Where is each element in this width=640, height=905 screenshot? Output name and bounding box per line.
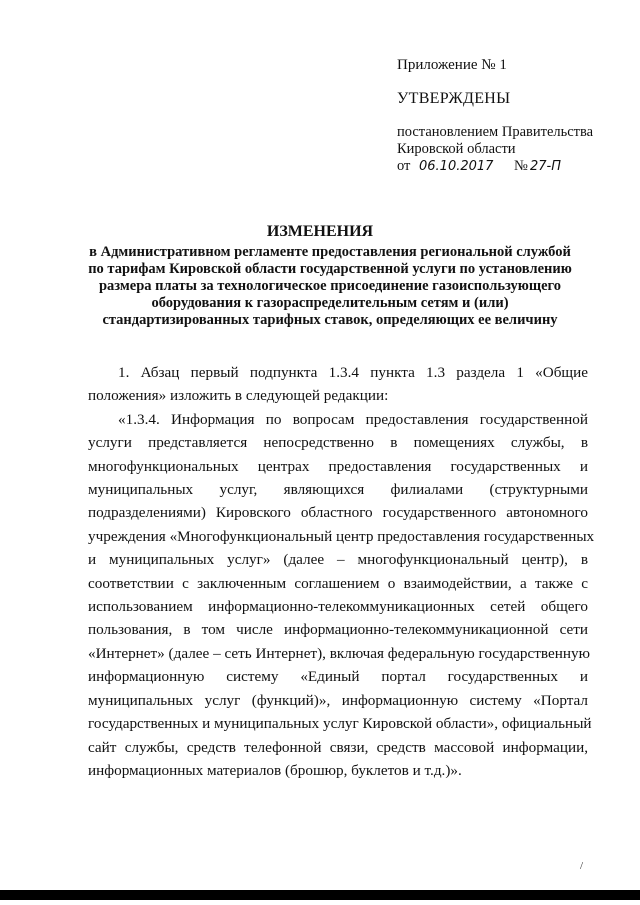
document-subtitle xyxy=(70,244,590,329)
document-body xyxy=(88,361,595,782)
body-line: муниципальных услуг (функций)», информационную систему «Портал xyxy=(88,691,588,709)
body-line: соответствии с заключенным соглашением о взаимодействии, а также с xyxy=(88,574,588,592)
body-line: положения» изложить в следующей редакции: xyxy=(88,387,389,405)
number-prefix: № xyxy=(514,158,528,174)
scan-mark: / xyxy=(580,860,584,872)
decree-line-2: Кировской области xyxy=(397,141,516,157)
body-line: учреждения «Многофункциональный центр предоставления государственных xyxy=(88,527,595,545)
appendix-label: Приложение № 1 xyxy=(397,57,507,73)
body-line: информационных материалов (брошюр, буклетов и т.д.)». xyxy=(88,761,462,779)
scan-bottom-border xyxy=(0,890,640,900)
body-line: муниципальных услуг, являющихся филиалами (структурными xyxy=(88,481,588,499)
body-line: информационную систему «Единый портал государственных и xyxy=(88,668,588,686)
subtitle-line: по тарифам Кировской области государственной услуги по установлению xyxy=(88,261,572,277)
body-line: использованием информационно-телекоммуникационных сетей общего xyxy=(88,598,588,616)
body-line: 1. Абзац первый подпункта 1.3.4 пункта 1.3 раздела 1 «Общие xyxy=(118,364,588,381)
body-line: и муниципальных услуг» (далее – многофункциональный центр), в xyxy=(88,551,588,569)
body-line: многофункциональных центрах предоставления государственных и xyxy=(88,457,588,475)
decree-date-line xyxy=(397,158,593,175)
body-line: сайт службы, средств телефонной связи, средств массовой информации, xyxy=(88,738,588,756)
handwritten-date: 06.10.2017 xyxy=(419,159,494,174)
body-line: услуги представляется непосредственно в помещениях службы, в xyxy=(88,434,588,452)
body-line: подразделениями) Кировского областного государственного автономного xyxy=(88,504,588,522)
body-line: «Интернет» (далее – сеть Интернет), включая федеральную государственную xyxy=(88,644,590,662)
subtitle-line: в Административном регламенте предоставления региональной службой xyxy=(89,244,571,260)
body-line: «1.3.4. Информация по вопросам предоставления государственной xyxy=(118,410,588,428)
document-title: ИЗМЕНЕНИЯ xyxy=(266,223,374,240)
decree-line-1: постановлением Правительства xyxy=(397,124,594,140)
date-prefix: от xyxy=(397,158,411,174)
approved-label: УТВЕРЖДЕНЫ xyxy=(397,90,511,107)
subtitle-line: стандартизированных тарифных ставок, определяющих ее величину xyxy=(102,312,558,328)
body-line: государственных и муниципальных услуг Кировской области», официальный xyxy=(88,715,592,733)
decree-block xyxy=(397,124,593,175)
subtitle-line: оборудования к газораспределительным сетям и (или) xyxy=(151,295,509,311)
body-line: пользования, в том числе информационно-телекоммуникационной сети xyxy=(88,621,588,639)
subtitle-line: размера платы за технологическое присоединение газоиспользующего xyxy=(98,278,562,294)
handwritten-number: 27-П xyxy=(530,159,562,174)
